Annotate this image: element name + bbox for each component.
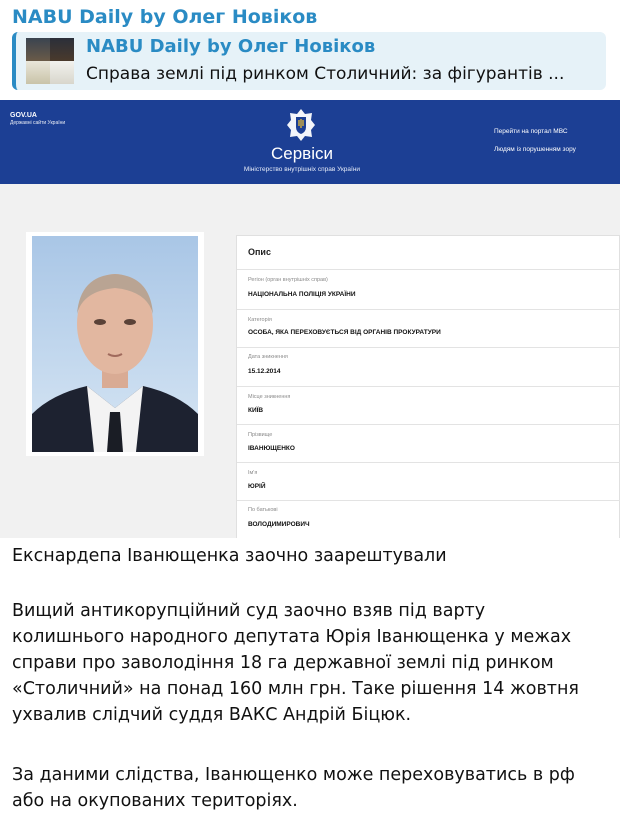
message-line: справи про заволодіння 18 га державної землі під ринком <box>12 653 554 673</box>
services-title: Сервіси <box>271 144 333 163</box>
gov-logo: GOV.UA Державні сайти України <box>10 112 66 126</box>
field-value: ОСОБА, ЯКА ПЕРЕХОВУЄТЬСЯ ВІД ОРГАНІВ ПРОКУРАТУРИ <box>248 329 441 336</box>
field-label: Місце зникнення <box>248 394 291 400</box>
description-card <box>236 235 620 538</box>
field-value: ЮРІЙ <box>248 483 266 490</box>
message-closing <box>12 762 612 814</box>
field-label: Прізвище <box>248 432 273 438</box>
field-value: НАЦІОНАЛЬНА ПОЛІЦІЯ УКРАЇНИ <box>248 291 356 298</box>
portal-link[interactable]: Перейти на портал МВС <box>494 128 568 135</box>
accessibility-link[interactable]: Людям із порушенням зору <box>494 146 576 153</box>
reply-preview[interactable] <box>12 32 606 90</box>
person-photo <box>26 232 204 456</box>
card-title: Опис <box>248 247 271 257</box>
message-line: «Столичний» на понад 160 млн грн. Таке рішення 14 жовтня <box>12 679 579 699</box>
services-subtitle: Міністерство внутрішніх справ України <box>243 166 361 173</box>
reply-author: NABU Daily by Олег Новіков <box>86 36 376 57</box>
field-label: Регіон (орган внутрішніх справ) <box>248 277 328 283</box>
message-line: колишнього народного депутата Юрія Іванющенка у межах <box>12 627 572 647</box>
channel-title[interactable]: NABU Daily by Олег Новіков <box>12 6 318 28</box>
reply-text: Справа землі під ринком Столичний: за фігурантів ... <box>86 64 565 84</box>
field-value: ВОЛОДИМИРОВИЧ <box>248 521 310 528</box>
message-line: Вищий антикорупційний суд заочно взяв під варту <box>12 601 486 621</box>
field-value: КИЇВ <box>248 407 264 414</box>
field-value: ІВАНЮЩЕНКО <box>248 445 295 452</box>
reply-thumbnail <box>26 38 74 84</box>
field-label: Дата зникнення <box>248 354 288 360</box>
police-emblem-icon <box>286 108 316 142</box>
field-value: 15.12.2014 <box>248 368 281 375</box>
field-label: Ім'я <box>248 470 258 476</box>
message-line: або на окупованих територіях. <box>12 791 298 811</box>
message-headline: Екснардепа Іванющенка заочно заарештували <box>12 546 447 566</box>
message-line: За даними слідства, Іванющенко може переховуватись в рф <box>12 765 575 785</box>
field-label: Категорія <box>248 317 272 323</box>
field-label: По батькові <box>248 507 278 513</box>
message-line: ухвалив слідчий суддя ВАКС Андрій Біцюк. <box>12 705 412 725</box>
services-header <box>0 100 620 184</box>
message-body <box>12 598 612 728</box>
attached-screenshot[interactable] <box>0 100 620 538</box>
